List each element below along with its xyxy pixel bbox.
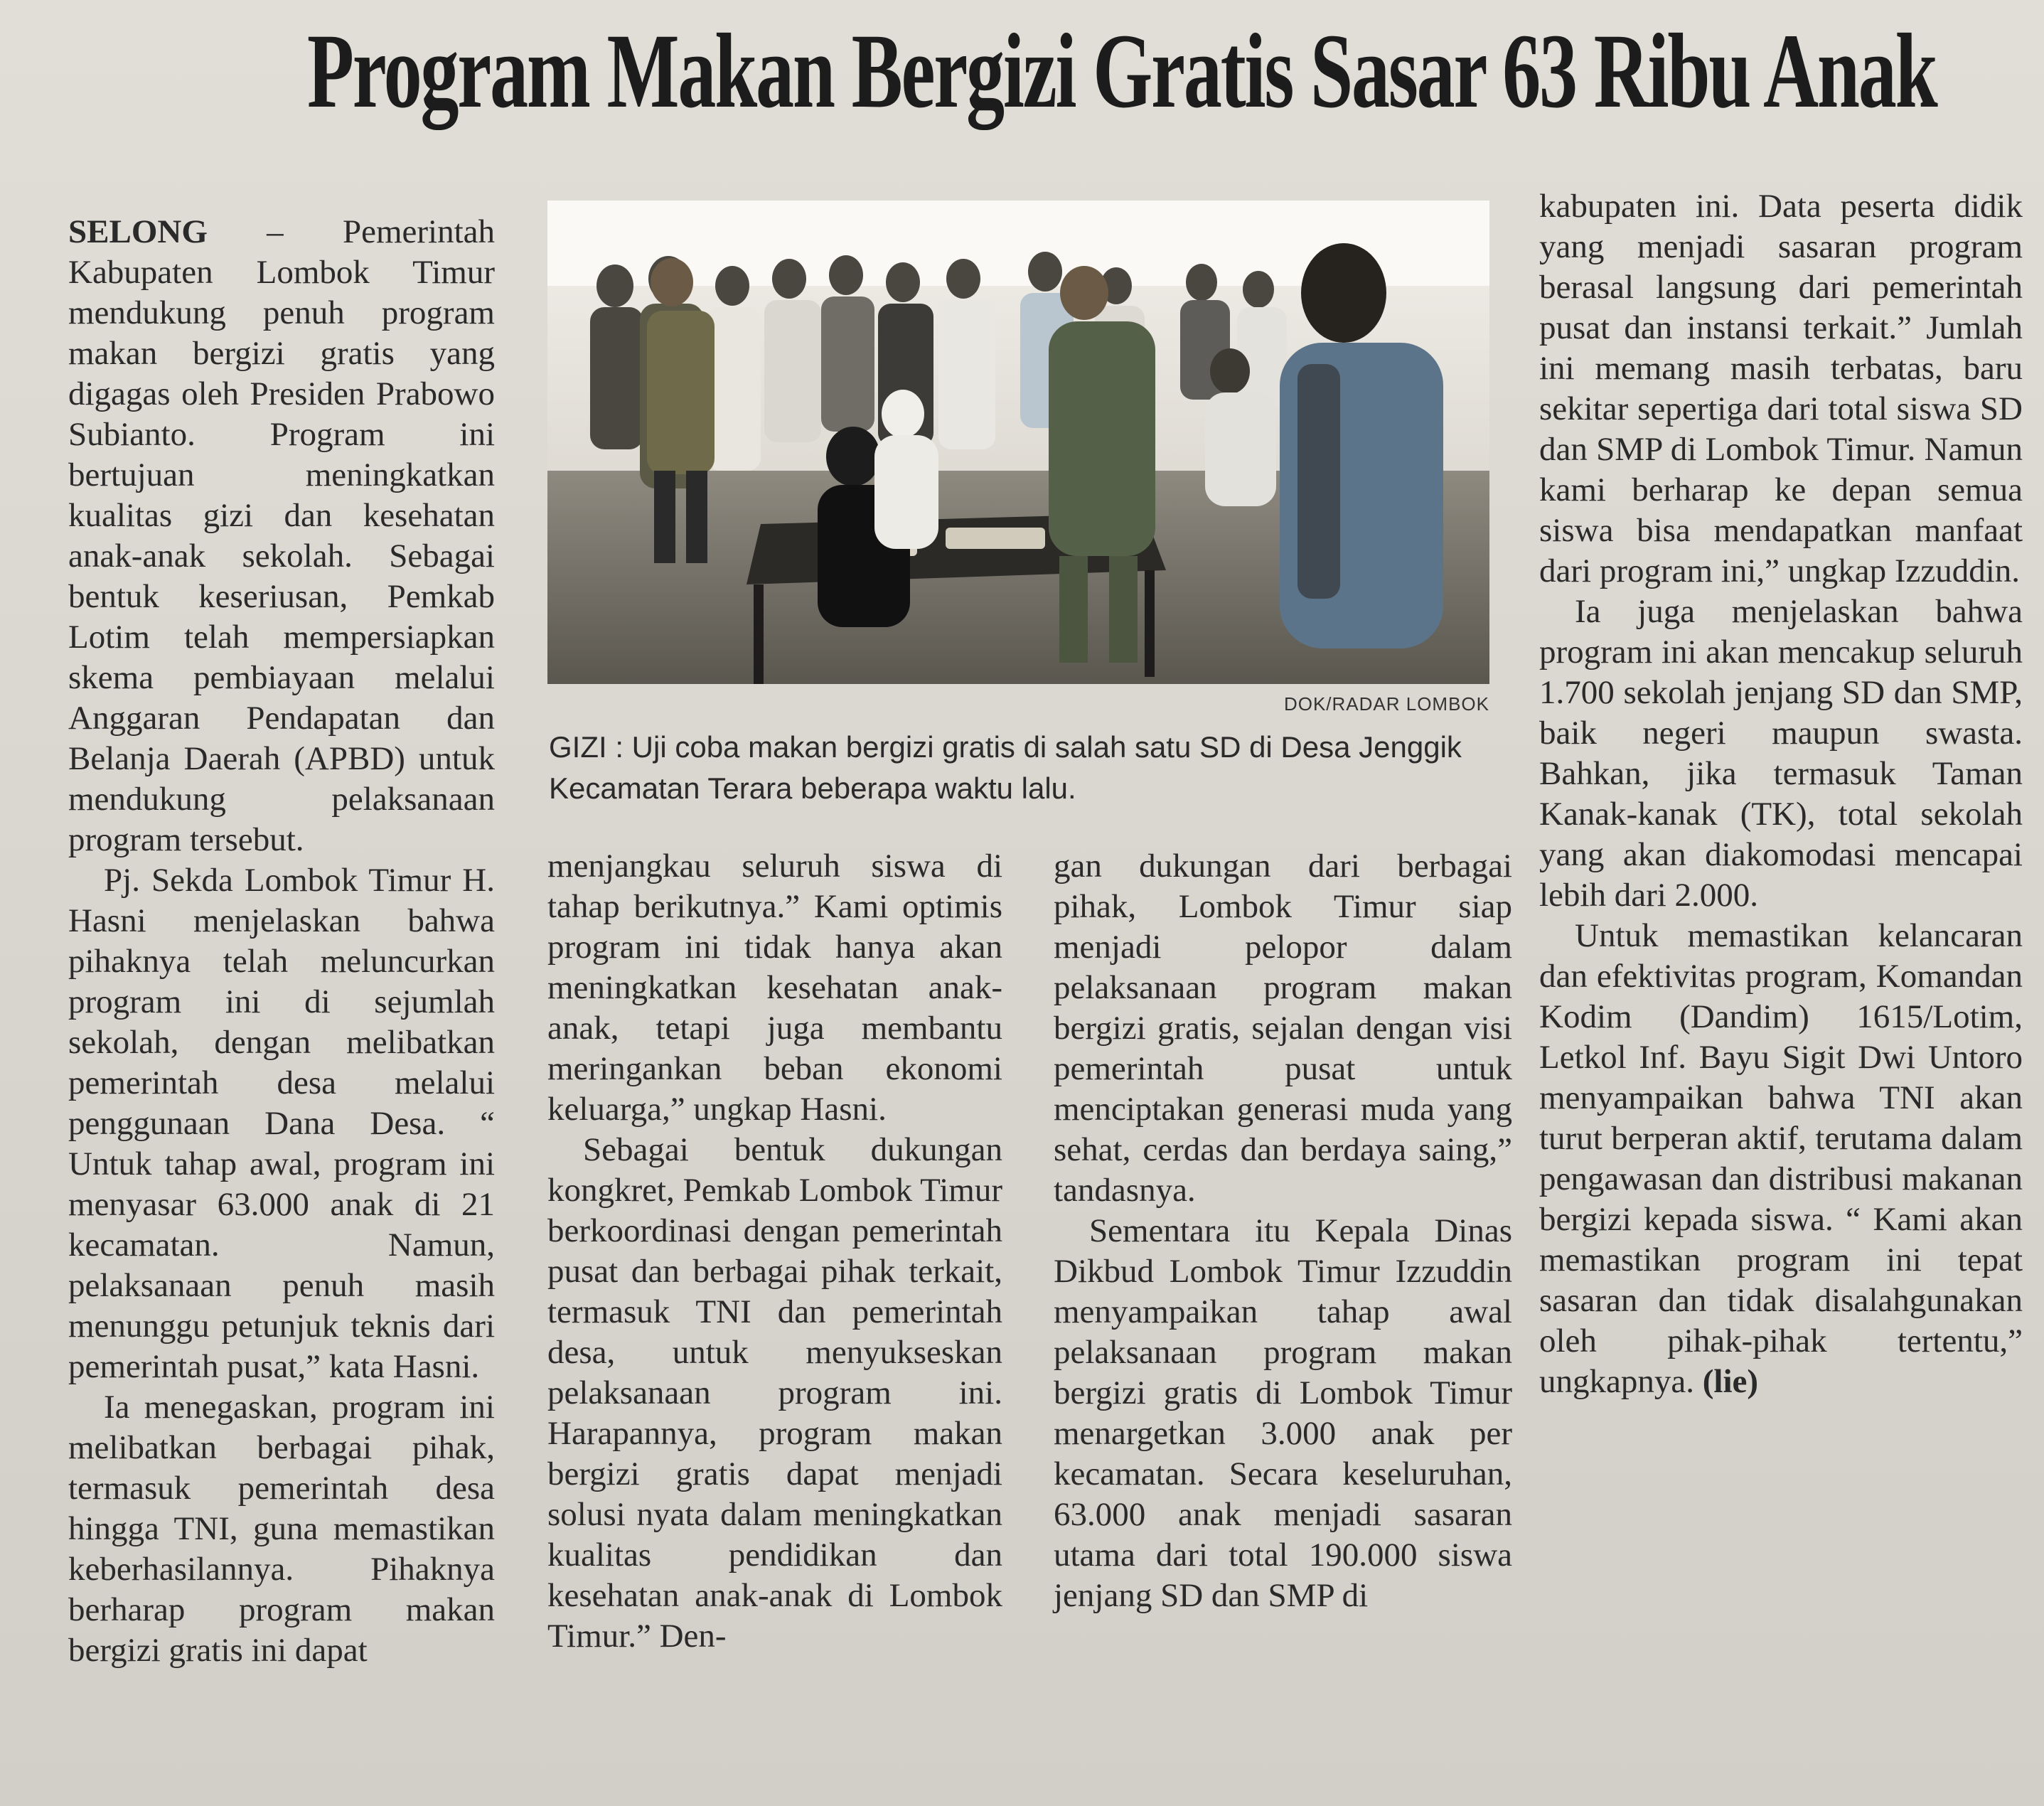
paragraph: [1539, 916, 2023, 1402]
photo-illustration: [547, 201, 1489, 684]
paragraph-text: – Pemerintah Kabupaten Lombok Timur mendukung penuh program makan bergizi gratis yang digagas oleh Presiden Prabowo Subianto. Program ini bertujuan meningkatkan kualitas gizi dan kesehatan anak-anak sekolah. Sebagai bentuk keseriusan, Pemkab Lotim telah mempersiapkan skema pembiayaan melalui Anggaran Pendapatan dan Belanja Daerah (APBD) untuk mendukung pelaksanaan program tersebut.: [68, 213, 495, 858]
paragraph: Ia juga menjelaskan bahwa program ini akan mencakup seluruh 1.700 sekolah jenjang SD dan SMP, baik negeri maupun swasta. Bahkan, jika termasuk Taman Kanak-kanak (TK), total sekolah yang akan diakomodasi mencapai lebih dari 2.000.: [1539, 593, 2023, 914]
article-column-1: [68, 212, 495, 1671]
paragraph: kabupaten ini. Data peserta didik yang menjadi sasaran program berasal langsung dari pemerintah pusat dan instansi terkait.” Jumlah ini memang masih terbatas, baru sekitar sepertiga dari total siswa SD dan SMP di Lombok Timur. Namun kami berharap ke depan semua siswa bisa mendapatkan manfaat dari program ini,” ungkap Izzuddin.: [1539, 188, 2023, 589]
article-column-3: [1054, 846, 1512, 1616]
paragraph: menjangkau seluruh siswa di tahap berikutnya.” Kami optimis program ini tidak hanya akan meningkatkan kesehatan anak-anak, tetapi juga membantu meringankan beban ekonomi keluarga,” ungkap Hasni.: [547, 848, 1002, 1128]
paragraph: [68, 212, 495, 860]
news-photo: [547, 201, 1489, 684]
paragraph-text: Untuk memastikan kelancaran dan efektivitas program, Komandan Kodim (Dandim) 1615/Lotim, Letkol Inf. Bayu Sigit Dwi Untoro menyampaikan bahwa TNI akan turut berperan aktif, terutama dalam pengawasan dan distribusi makanan bergizi kepada siswa. “ Kami akan memastikan program ini tepat sasaran dan tidak disalahgunakan oleh pihak-pihak tertentu,” ungkapnya.: [1539, 917, 2023, 1400]
paragraph: Pj. Sekda Lombok Timur H. Hasni menjelaskan bahwa pihaknya telah meluncurkan program ini di sejumlah sekolah, dengan melibatkan pemerintah desa melalui penggunaan Dana Desa. “ Untuk tahap awal, program ini menyasar 63.000 anak di 21 kecamatan. Namun, pelaksanaan penuh masih menunggu petunjuk teknis dari pemerintah pusat,” kata Hasni.: [68, 862, 495, 1385]
author-signoff: (lie): [1702, 1363, 1759, 1400]
photo-caption: GIZI : Uji coba makan bergizi gratis di salah satu SD di Desa Jenggik Kecamatan Terara beberapa waktu lalu.: [549, 730, 1462, 805]
paragraph: Sebagai bentuk dukungan kongkret, Pemkab Lombok Timur berkoordinasi dengan pemerintah pusat dan berbagai pihak terkait, termasuk TNI dan pemerintah desa, untuk menyukseskan pelaksanaan program ini. Harapannya, program makan bergizi gratis dapat menjadi solusi nyata dalam meningkatkan kualitas pendidikan dan kesehatan anak-anak di Lombok Timur.” Den-: [547, 1131, 1002, 1655]
dateline: SELONG: [68, 213, 208, 250]
article-column-4: [1539, 186, 2023, 1402]
paragraph: Sementara itu Kepala Dinas Dikbud Lombok Timur Izzuddin menyampaikan tahap awal pelaksanaan program makan bergizi gratis di Lombok Timur menargetkan 3.000 anak per kecamatan. Secara keseluruhan, 63.000 anak menjadi sasaran utama dari total 190.000 siswa jenjang SD dan SMP di: [1054, 1212, 1512, 1614]
paragraph: gan dukungan dari berbagai pihak, Lombok Timur siap menjadi pelopor dalam pelaksanaan program makan bergizi gratis, sejalan dengan visi pemerintah pusat untuk menciptakan generasi muda yang sehat, cerdas dan berdaya saing,” tandasnya.: [1054, 848, 1512, 1209]
headline: Program Makan Bergizi Gratis Sasar 63 Ribu Anak: [306, 12, 1937, 130]
article-column-2: [547, 846, 1002, 1657]
paragraph: Ia menegaskan, program ini melibatkan berbagai pihak, termasuk pemerintah desa hingga TNI, guna memastikan keberhasilannya. Pihaknya berharap program makan bergizi gratis ini dapat: [68, 1389, 495, 1669]
photo-credit: DOK/RADAR LOMBOK: [1283, 693, 1489, 715]
